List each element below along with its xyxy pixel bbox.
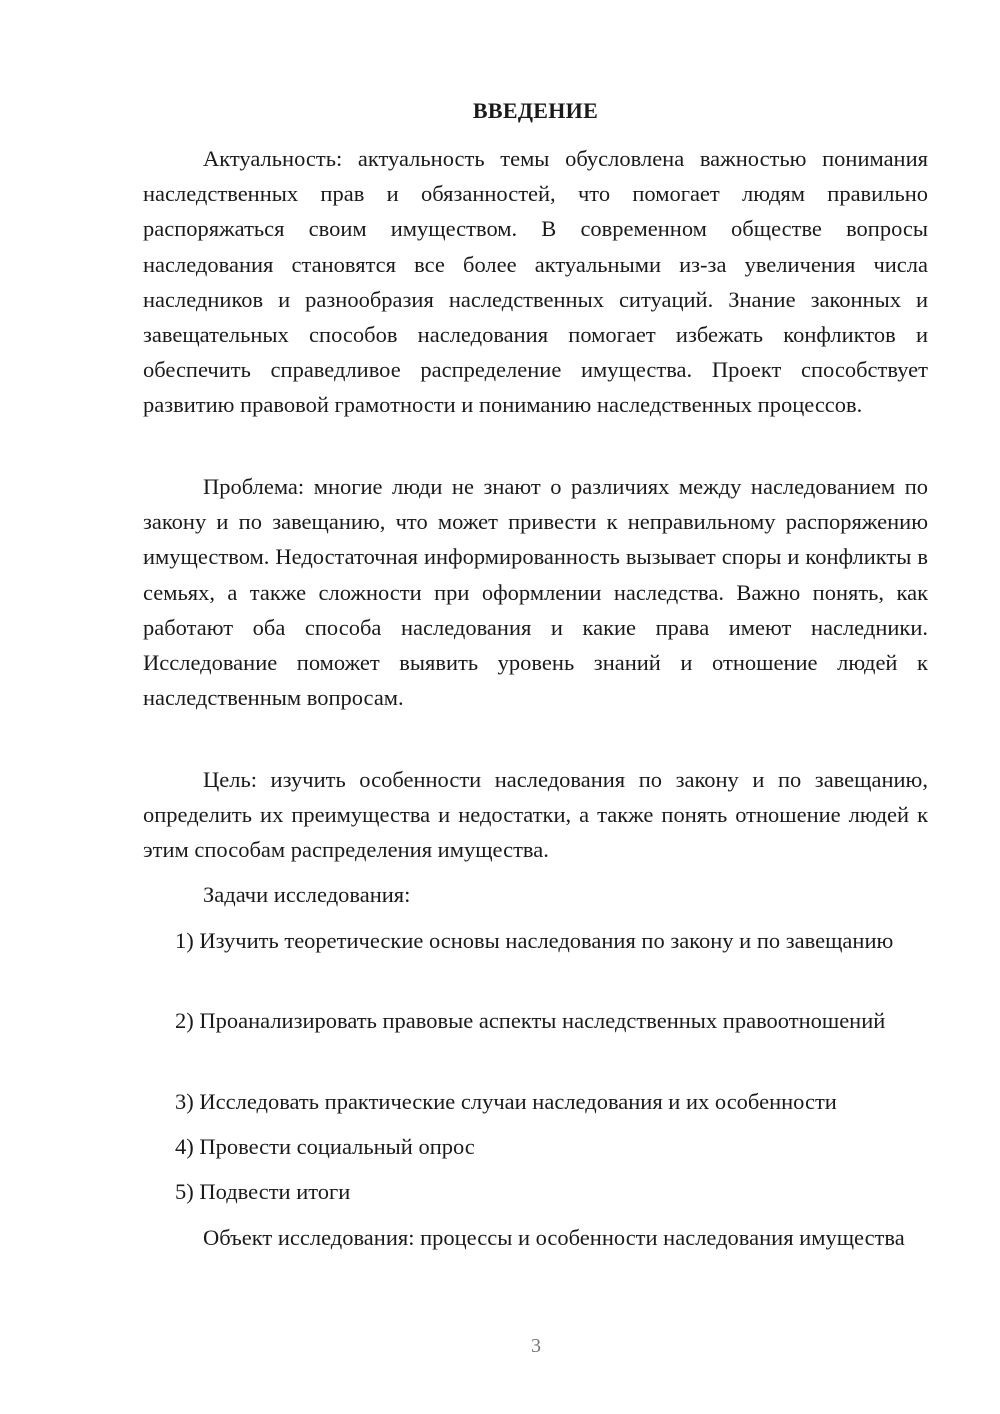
section-title: ВВЕДЕНИЕ	[472, 98, 599, 123]
tasks-heading: Задачи исследования:	[203, 882, 411, 907]
relevance-paragraph: Актуальность: актуальность темы обусловлена важностью понимания наследственных прав и обязанностей, что помогает людям правильно распоряжаться своим имуществом. В современном обществе вопросы наследования становятся все более актуальными из-за увеличения числа наследников и разнообразия наследственных ситуаций. Знание законных и завещательных способов наследования помогает избежать конфликтов и обеспечить справедливое распределение имущества. Проект способствует развитию правовой грамотности и пониманию наследственных процессов.	[143, 146, 928, 418]
goal-paragraph: Цель: изучить особенности наследования по закону и по завещанию, определить их преимущества и недостатки, а также понять отношение людей к этим способам распределения имущества.	[143, 767, 928, 863]
task-item-3: 3) Исследовать практические случаи наследования и их особенности	[175, 1089, 837, 1114]
task-item-1: 1) Изучить теоретические основы наследования по закону и по завещанию	[175, 928, 894, 953]
task-item-4: 4) Провести социальный опрос	[175, 1134, 475, 1159]
task-item-5: 5) Подвести итоги	[175, 1179, 351, 1204]
page-number: 3	[531, 1335, 541, 1357]
problem-paragraph: Проблема: многие люди не знают о различиях между наследованием по закону и по завещанию, что может привести к неправильному распоряжению имуществом. Недостаточная информированность вызывает споры и конфликты в семьях, а также сложности при оформлении наследства. Важно понять, как работают оба способа наследования и какие права имеют наследники. Исследование поможет выявить уровень знаний и отношение людей к наследственным вопросам.	[143, 474, 928, 711]
task-item-2: 2) Проанализировать правовые аспекты наследственных правоотношений	[175, 1008, 886, 1033]
object-paragraph: Объект исследования: процессы и особенности наследования имущества	[203, 1225, 905, 1250]
